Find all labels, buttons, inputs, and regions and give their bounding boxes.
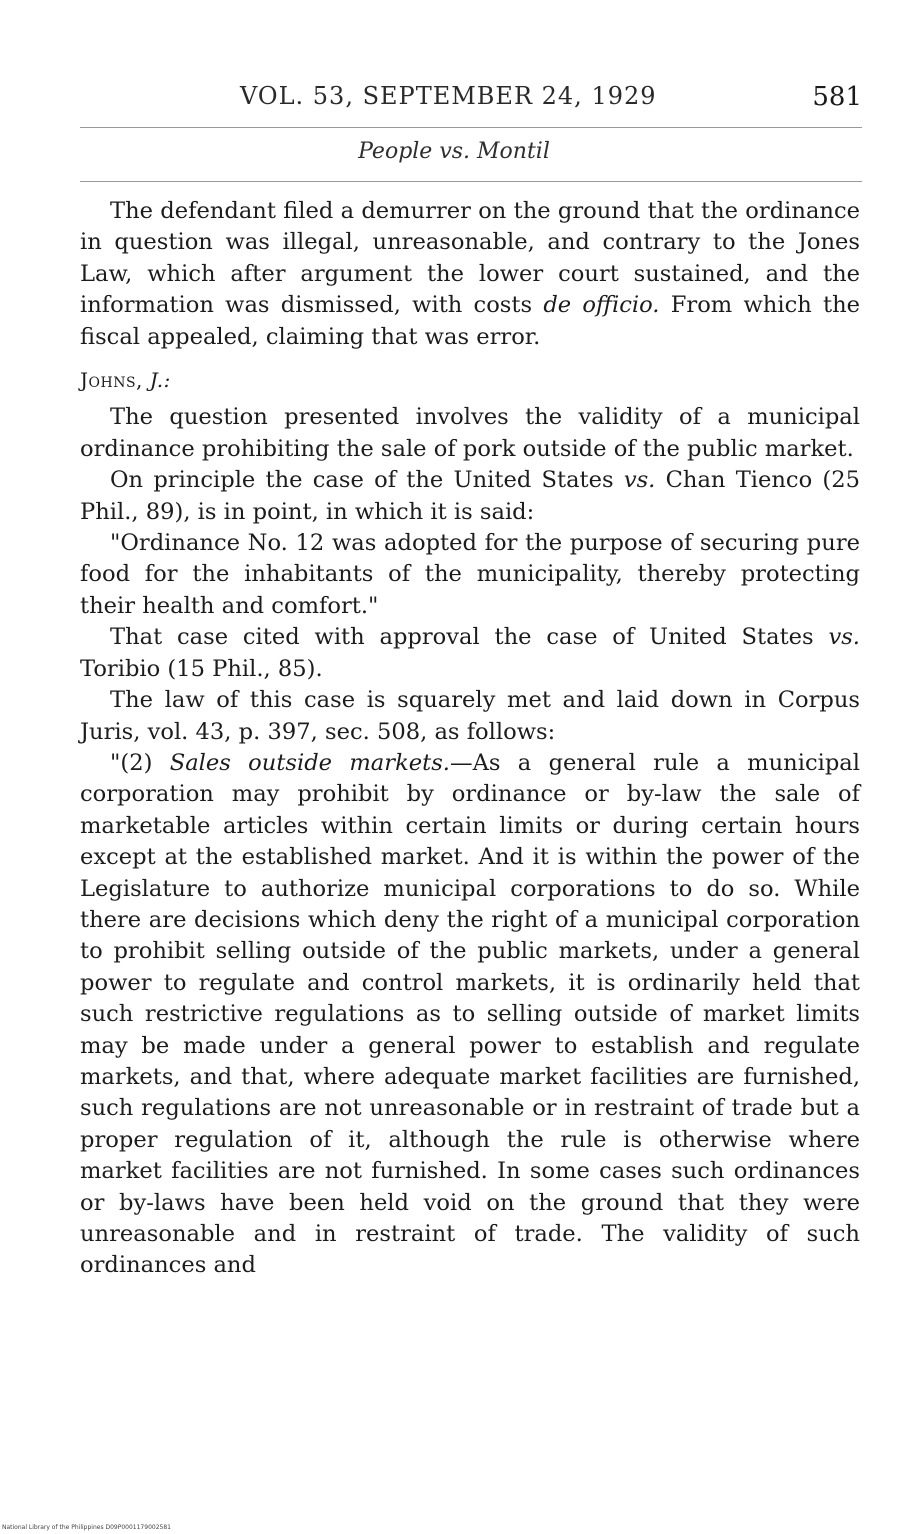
scan-footer: National Library of the Philippines D09P0001179002581	[2, 1524, 171, 1531]
running-header	[80, 82, 862, 122]
case-title: People vs. Montil	[358, 139, 550, 164]
paragraph-question: The question presented involves the validity of a municipal ordinance prohibiting the sale of pork outside of the public market.	[80, 404, 860, 462]
paragraph-cited-case: That case cited with approval the case of United States vs. Toribio (15 Phil., 85).	[80, 624, 860, 682]
page-number: 581	[812, 82, 862, 112]
paragraph-quote-ordinance: "Ordinance No. 12 was adopted for the purpose of securing pure food for the inhabitants of the municipality, thereby protecting their health and comfort."	[80, 530, 860, 619]
header-rule-top	[80, 127, 862, 128]
paragraph-quote-sales-outside-markets: "(2) Sales outside markets.—As a general rule a municipal corporation may prohibit by ordinance or by-law the sale of marketable articles within certain limits or during certain hours except at the established market. And it is within the power of the Legislature to authorize municipal corporations to do so. While there are decisions which deny the right of a municipal corporation to prohibit selling outside of the public markets, under a general power to regulate and control markets, it is ordinarily held that such restrictive regulations as to selling outside of market limits may be made under a general power to establish and regulate markets, and that, where adequate market facilities are furnished, such regulations are not unreasonable or in restraint of trade but a proper regulation of it, although the rule is otherwise where market facilities are not furnished. In some cases such ordinances or by-laws have been held void on the ground that they were unreasonable and in restraint of trade. The validity of such ordinances and	[80, 749, 860, 1279]
body-text	[80, 196, 860, 1282]
paragraph-facts: The defendant filed a demurrer on the ground that the ordinance in question was illegal, unreasonable, and contrary to the Jones Law, which after argument the lower court sustained, and the information was dismissed, with costs de officio. From which the fiscal appealed, claiming that was error.	[80, 198, 860, 350]
header-title: VOL. 53, SEPTEMBER 24, 1929	[240, 82, 657, 110]
header-rule-bottom	[80, 181, 862, 182]
paragraph-principle: On principle the case of the United States vs. Chan Tienco (25 Phil., 89), is in point, in which it is said:	[80, 467, 860, 525]
paragraph-corpus-juris: The law of this case is squarely met and laid down in Corpus Juris, vol. 43, p. 397, sec. 508, as follows:	[80, 687, 860, 745]
judge-heading: Johns, J.:	[80, 368, 171, 393]
